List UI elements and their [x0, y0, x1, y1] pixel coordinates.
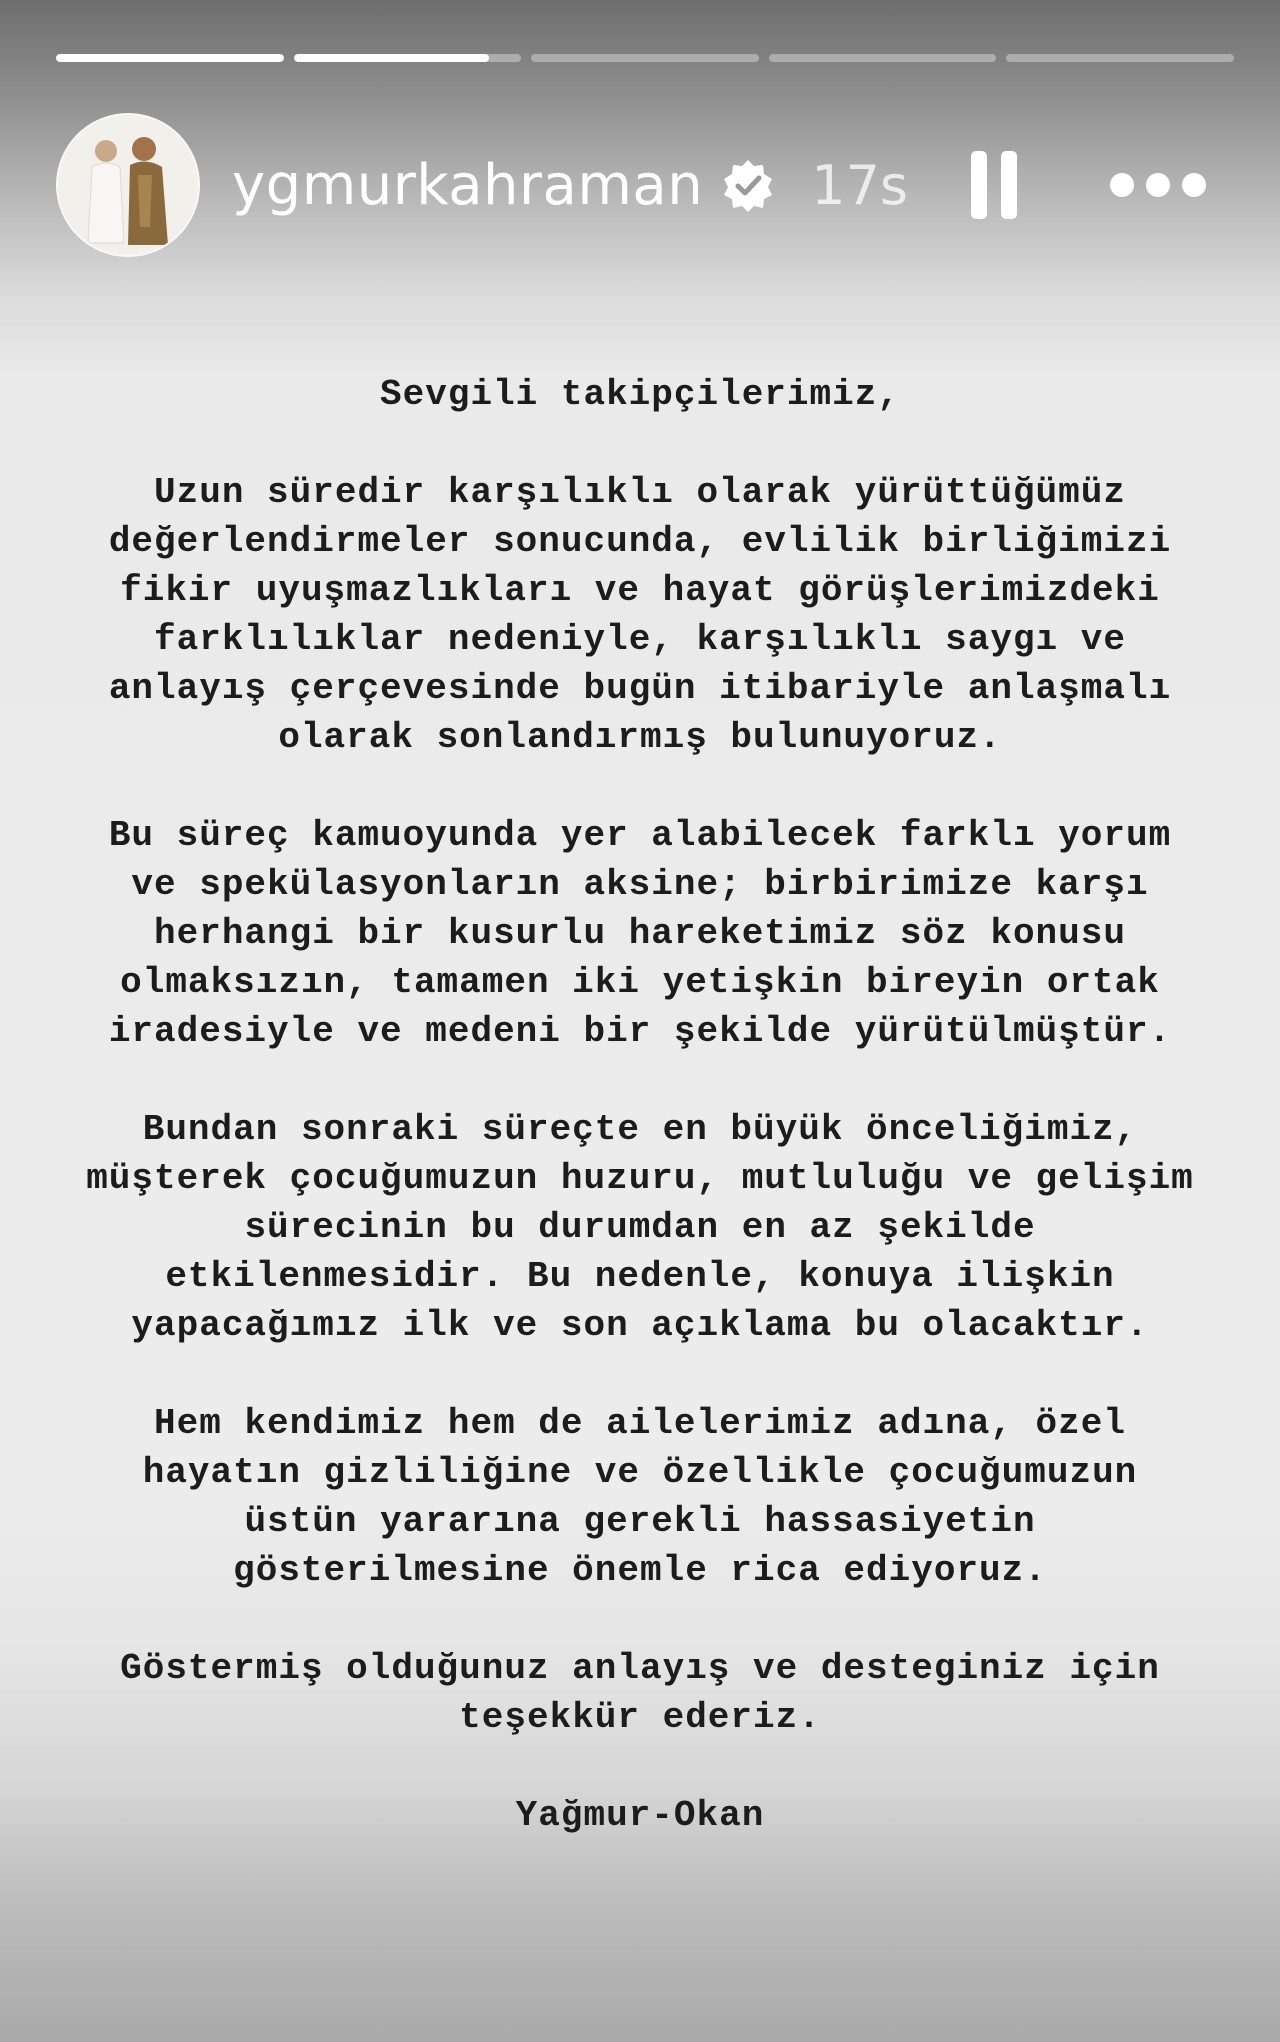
more-options-button[interactable]: [1110, 145, 1206, 225]
pause-button[interactable]: [964, 145, 1024, 225]
progress-fill-1: [56, 54, 284, 62]
paragraph-2: [0, 811, 1280, 1056]
greeting: Sevgili takipçilerimiz,: [380, 374, 900, 415]
text-line: gösterilmesine önemle rica ediyoruz.: [233, 1550, 1047, 1591]
username[interactable]: ygmurkahraman: [232, 152, 704, 218]
paragraph-5: [0, 1644, 1280, 1742]
verified-badge-icon: [721, 158, 775, 212]
pause-icon: [971, 151, 987, 219]
text-line: fikir uyuşmazlıkları ve hayat görüşlerimizdeki: [120, 570, 1160, 611]
text-line: Bundan sonraki süreçte en büyük önceliğimiz,: [142, 1109, 1138, 1150]
pause-icon-bar: [1001, 151, 1017, 219]
text-line: Uzun süredir karşılıklı olarak yürüttüğümüz: [154, 472, 1126, 513]
paragraph-3: [0, 1105, 1280, 1350]
more-dot: [1146, 173, 1170, 197]
greeting-paragraph: [0, 370, 1280, 419]
text-line: etkilenmesidir. Bu nedenle, konuya ilişkin: [165, 1256, 1115, 1297]
progress-fill-2: [294, 54, 490, 62]
progress-segment-1: [56, 54, 284, 62]
progress-segment-5: [1006, 54, 1234, 62]
progress-segment-4: [769, 54, 997, 62]
text-line: Göstermiş olduğunuz anlayış ve desteginiz için: [120, 1648, 1160, 1689]
text-line: ve spekülasyonların aksine; birbirimize karşı: [131, 864, 1149, 905]
signature-paragraph: [0, 1791, 1280, 1840]
paragraph-4: [0, 1399, 1280, 1595]
progress-segment-3: [531, 54, 759, 62]
story-timestamp: 17s: [811, 153, 909, 217]
text-line: müşterek çocuğumuzun huzuru, mutluluğu ve gelişim: [86, 1158, 1194, 1199]
statement-text: [0, 370, 1280, 1840]
text-line: iradesiyle ve medeni bir şekilde yürütülmüştür.: [108, 1011, 1172, 1052]
text-line: hayatın gizliliğine ve özellikle çocuğumuzun: [142, 1452, 1138, 1493]
text-line: olarak sonlandırmış bulunuyoruz.: [278, 717, 1002, 758]
text-line: olmaksızın, tamamen iki yetişkin bireyin ortak: [120, 962, 1160, 1003]
more-horizontal-icon: [1110, 173, 1134, 197]
signature: Yağmur-Okan: [515, 1795, 765, 1836]
avatar[interactable]: [56, 113, 200, 257]
text-line: Bu süreç kamuoyunda yer alabilecek farklı yorum: [108, 815, 1172, 856]
story-progress-bars: [56, 54, 1234, 62]
text-line: üstün yararına gerekli hassasiyetin: [244, 1501, 1036, 1542]
text-line: farklılıklar nedeniyle, karşılıklı saygı ve: [154, 619, 1126, 660]
text-line: herhangi bir kusurlu hareketimiz söz konusu: [154, 913, 1126, 954]
story-header: [56, 114, 1234, 256]
progress-segment-2: [294, 54, 522, 62]
more-dot: [1182, 173, 1206, 197]
text-line: sürecinin bu durumdan en az şekilde: [244, 1207, 1036, 1248]
paragraph-1: [0, 468, 1280, 762]
text-line: değerlendirmeler sonucunda, evlilik birliğimizi: [108, 521, 1172, 562]
text-line: yapacağımız ilk ve son açıklama bu olacaktır.: [131, 1305, 1149, 1346]
text-line: Hem kendimiz hem de ailelerimiz adına, özel: [154, 1403, 1126, 1444]
text-line: teşekkür ederiz.: [459, 1697, 821, 1738]
text-line: anlayış çerçevesinde bugün itibariyle anlaşmalı: [108, 668, 1172, 709]
